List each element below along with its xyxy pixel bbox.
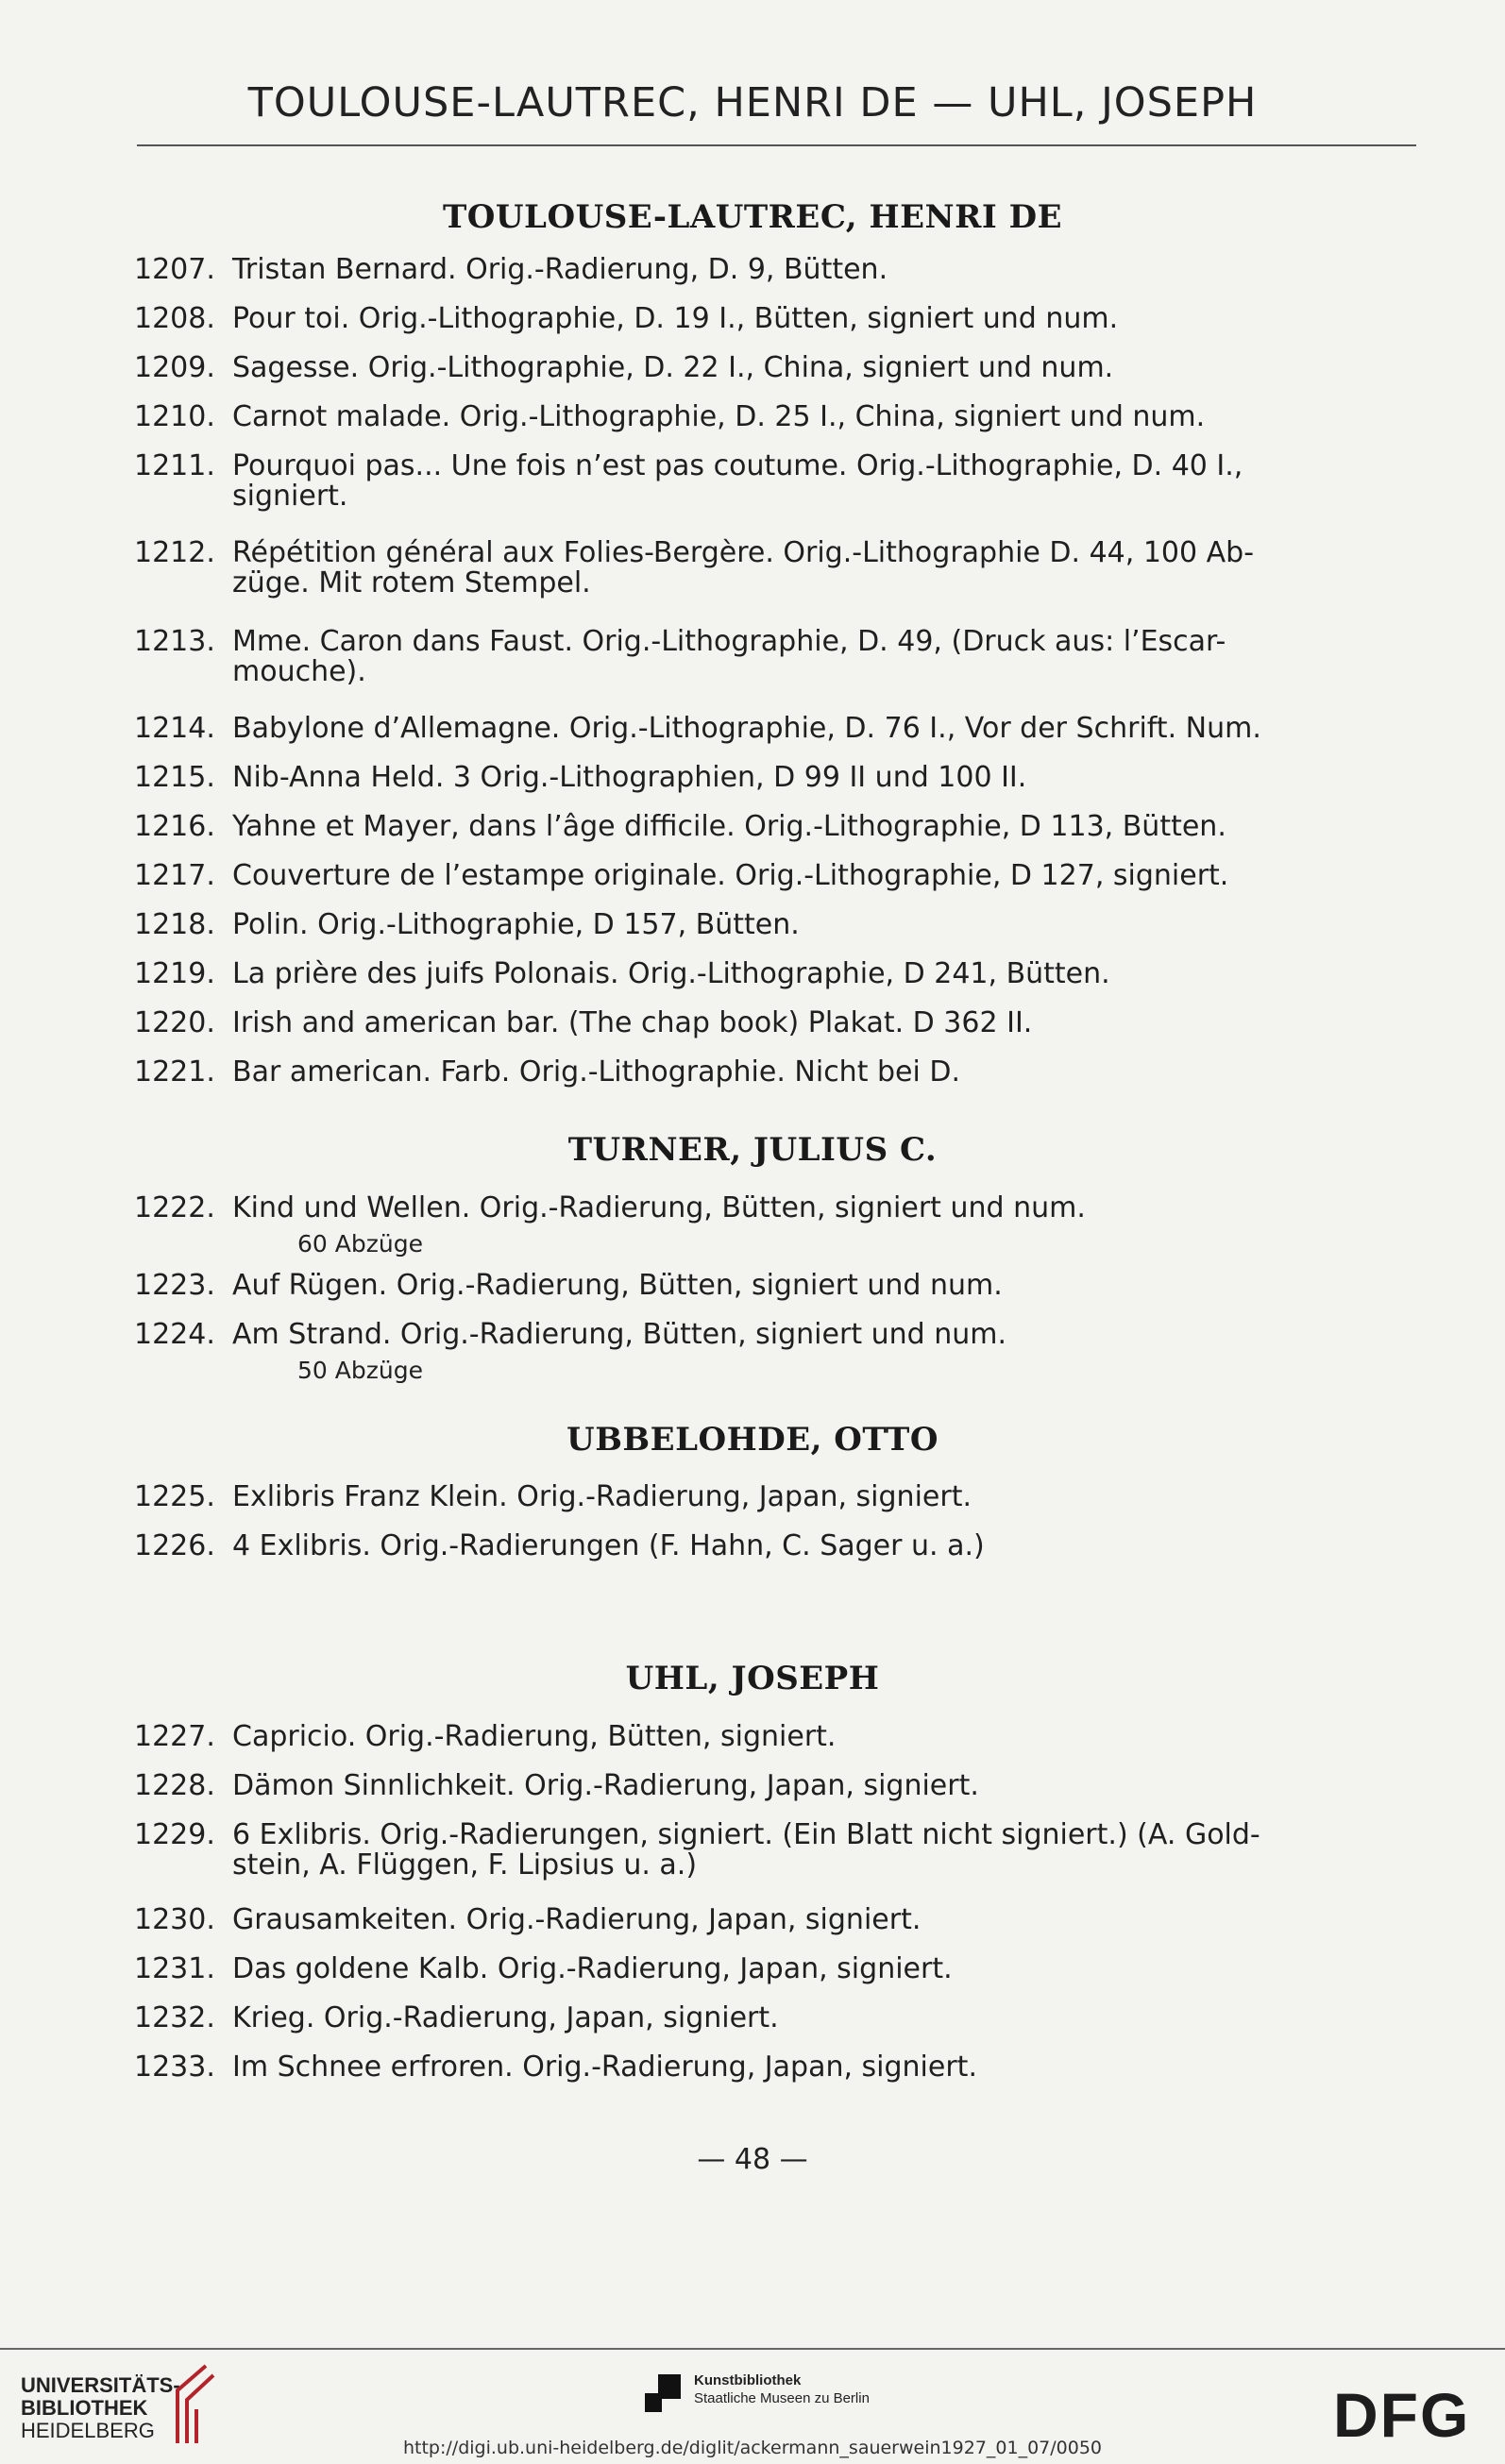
section-heading: TURNER, JULIUS C.: [567, 1131, 938, 1169]
catalog-entry: 1232. Krieg. Orig.-Radierung, Japan, signiert.: [134, 2001, 779, 2034]
catalog-entry: 1212. Répétition général aux Folies-Bergère. Orig.-Lithographie D. 44, 100 Ab- züge. Mit rotem Stempel.: [134, 536, 1255, 599]
ub-heidelberg-logo-icon: [159, 2362, 215, 2447]
catalog-entry: 1222. Kind und Wellen. Orig.-Radierung, Bütten, signiert und num.: [134, 1191, 1086, 1224]
catalog-entry: 1213. Mme. Caron dans Faust. Orig.-Lithographie, D. 49, (Druck aus: l’Escar- mouche).: [134, 625, 1226, 688]
running-head: TOULOUSE-LAUTREC, HENRI DE — UHL, JOSEPH: [247, 79, 1258, 127]
catalog-entry: 1224. Am Strand. Orig.-Radierung, Bütten, signiert und num.: [134, 1318, 1007, 1351]
catalog-entry: 1233. Im Schnee erfroren. Orig.-Radierung, Japan, signiert.: [134, 2051, 977, 2084]
catalog-entry: 1209. Sagesse. Orig.-Lithographie, D. 22 I., China, signiert und num.: [134, 351, 1114, 384]
section-heading: UHL, JOSEPH: [625, 1660, 880, 1697]
catalog-entry: 1216. Yahne et Mayer, dans l’âge difficile. Orig.-Lithographie, D 113, Bütten.: [134, 810, 1226, 843]
catalog-entry: 1229. 6 Exlibris. Orig.-Radierungen, signiert. (Ein Blatt nicht signiert.) (A. Gold- stein, A. Flüggen, F. Lipsius u. a.): [134, 1818, 1260, 1882]
catalog-entry: 1228. Dämon Sinnlichkeit. Orig.-Radierung, Japan, signiert.: [134, 1769, 979, 1802]
catalog-entry: 1225. Exlibris Franz Klein. Orig.-Radierung, Japan, signiert.: [134, 1480, 972, 1513]
kunstbibliothek-logo-text: Kunstbibliothek Staatliche Museen zu Berlin: [694, 2372, 870, 2406]
catalog-entry: 1215. Nib-Anna Held. 3 Orig.-Lithographien, D 99 II und 100 II.: [134, 761, 1027, 794]
catalog-entry: 1211. Pourquoi pas... Une fois n’est pas coutume. Orig.-Lithographie, D. 40 I., signiert.: [134, 449, 1243, 513]
catalog-entry: 1230. Grausamkeiten. Orig.-Radierung, Japan, signiert.: [134, 1903, 922, 1936]
edition-note: 50 Abzüge: [297, 1357, 423, 1384]
source-url[interactable]: http://digi.ub.uni-heidelberg.de/diglit/ackermann_sauerwein1927_01_07/0050: [402, 2438, 1103, 2458]
ub-heidelberg-logo-text: UNIVERSITÄTS- BIBLIOTHEK HEIDELBERG: [21, 2373, 180, 2442]
catalog-entry: 1227. Capricio. Orig.-Radierung, Bütten, signiert.: [134, 1720, 837, 1753]
catalog-entry: 1231. Das goldene Kalb. Orig.-Radierung, Japan, signiert.: [134, 1952, 953, 1985]
catalog-entry: 1214. Babylone d’Allemagne. Orig.-Lithographie, D. 76 I., Vor der Schrift. Num.: [134, 712, 1261, 745]
catalog-entry: 1218. Polin. Orig.-Lithographie, D 157, Bütten.: [134, 908, 800, 941]
catalog-entry: 1217. Couverture de l’estampe originale. Orig.-Lithographie, D 127, signiert.: [134, 859, 1229, 892]
catalog-entry: 1219. La prière des juifs Polonais. Orig.-Lithographie, D 241, Bütten.: [134, 957, 1110, 990]
edition-note: 60 Abzüge: [297, 1230, 423, 1257]
catalog-entry: 1207. Tristan Bernard. Orig.-Radierung, D. 9, Bütten.: [134, 253, 888, 286]
header-rule: [137, 144, 1416, 146]
section-heading: UBBELOHDE, OTTO: [566, 1421, 939, 1459]
page-number: — 48 —: [697, 2143, 808, 2176]
dfg-logo: DFG: [1333, 2380, 1471, 2450]
footer-rule: [0, 2348, 1505, 2350]
catalog-entry: 1221. Bar american. Farb. Orig.-Lithographie. Nicht bei D.: [134, 1055, 961, 1089]
catalog-entry: 1226. 4 Exlibris. Orig.-Radierungen (F. Hahn, C. Sager u. a.): [134, 1529, 985, 1562]
catalog-entry: 1223. Auf Rügen. Orig.-Radierung, Bütten, signiert und num.: [134, 1269, 1003, 1302]
section-heading: TOULOUSE-LAUTREC, HENRI DE: [442, 198, 1062, 236]
catalog-entry: 1210. Carnot malade. Orig.-Lithographie, D. 25 I., China, signiert und num.: [134, 400, 1206, 433]
catalog-entry: 1220. Irish and american bar. (The chap book) Plakat. D 362 II.: [134, 1006, 1033, 1039]
catalog-entry: 1208. Pour toi. Orig.-Lithographie, D. 19 I., Bütten, signiert und num.: [134, 302, 1119, 335]
kunstbibliothek-logo-icon: [645, 2374, 681, 2412]
